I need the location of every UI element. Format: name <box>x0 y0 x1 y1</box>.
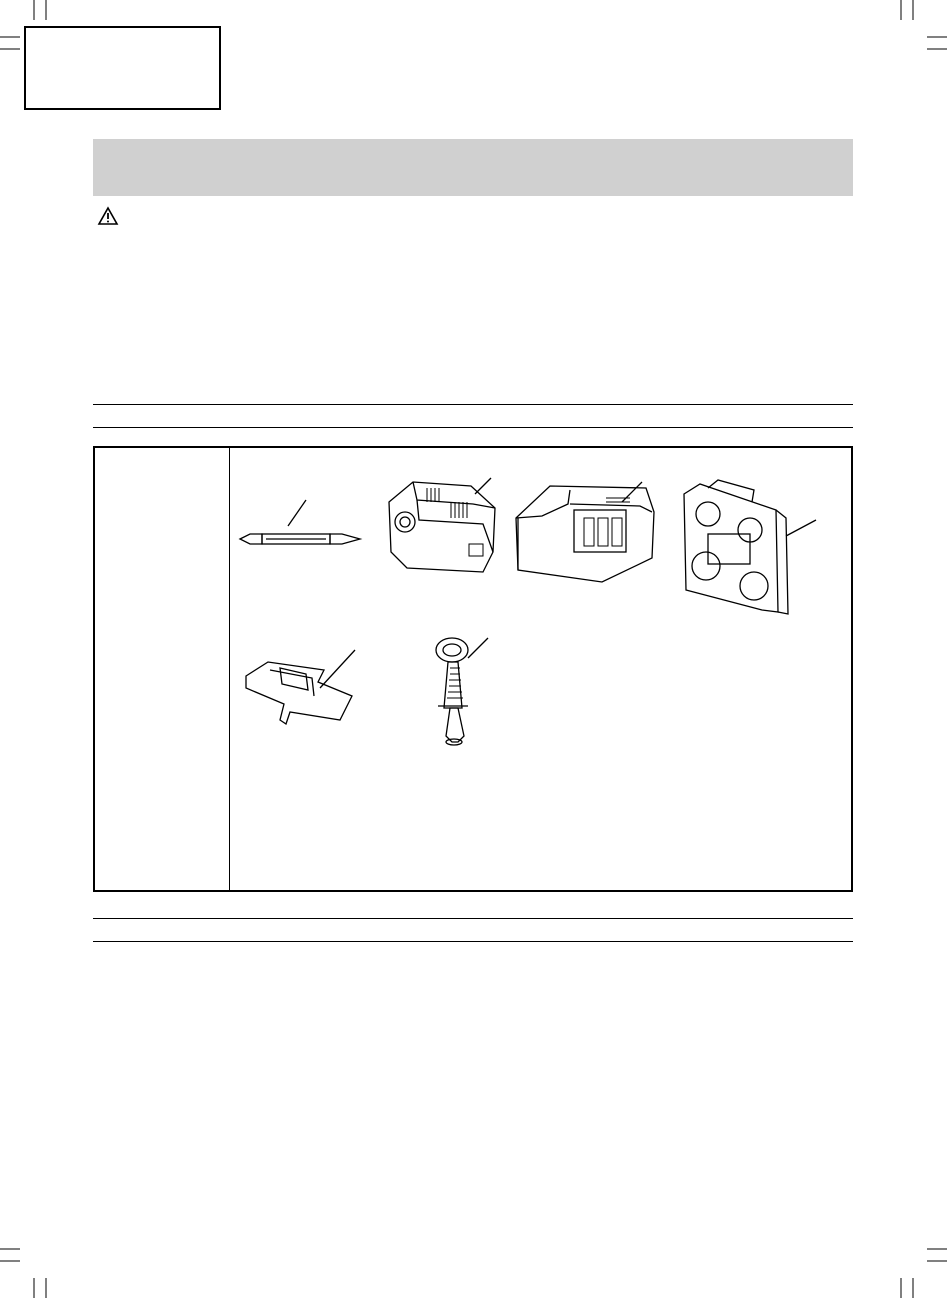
driver-bit-icon <box>236 494 366 554</box>
rule-top-1 <box>93 404 853 405</box>
charger-icon <box>510 478 658 588</box>
side-handle-icon <box>420 628 510 748</box>
battery-pack-icon <box>383 472 508 587</box>
warning-triangle-icon <box>97 206 119 226</box>
accessories-column-divider <box>229 446 230 892</box>
section-heading-bar <box>93 139 853 196</box>
battery-cover-icon <box>240 640 365 740</box>
rule-bottom-1 <box>93 918 853 919</box>
carrying-case-icon <box>678 476 828 618</box>
rule-top-2 <box>93 427 853 428</box>
header-tab-box <box>24 26 221 110</box>
rule-bottom-2 <box>93 941 853 942</box>
